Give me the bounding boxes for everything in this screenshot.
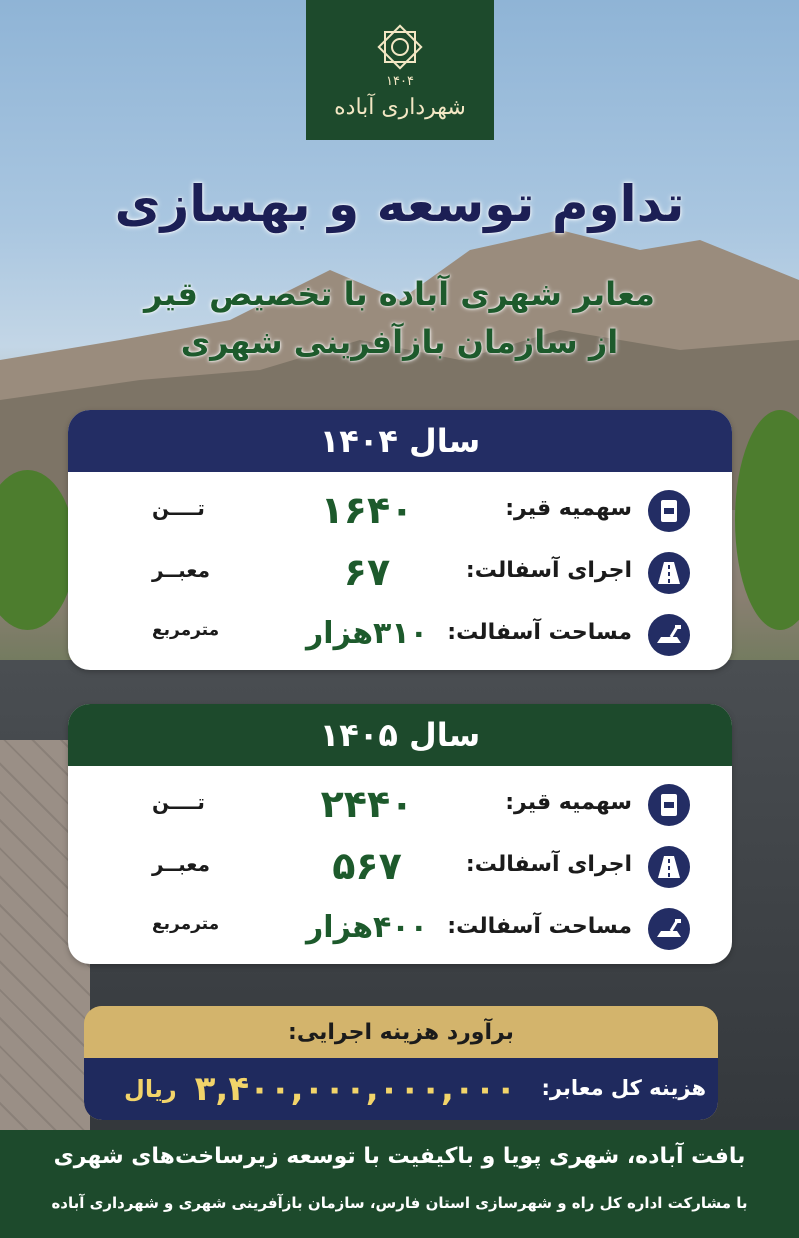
road-icon (648, 552, 690, 594)
stat-row-asphalt (68, 836, 732, 898)
stat-label: اجرای آسفالت: (465, 852, 632, 877)
road-icon (648, 846, 690, 888)
stat-label: مساحت آسفالت: (447, 620, 632, 645)
cost-amount (124, 1062, 516, 1116)
cost-label: هزینه کل معابر: (541, 1076, 706, 1100)
bitumen-barrel-icon (648, 784, 690, 826)
year-card-body (68, 766, 732, 964)
stat-value: ۶۷ (343, 550, 391, 594)
paving-roller-icon (648, 614, 690, 656)
stat-row-bitumen (68, 480, 732, 542)
year-card-body (68, 472, 732, 670)
cost-value: ۳,۴۰۰,۰۰۰,۰۰۰,۰۰۰ (194, 1069, 517, 1109)
cost-unit: ریال (124, 1075, 177, 1103)
stat-label: مساحت آسفالت: (447, 914, 632, 939)
stat-unit: مترمربع (152, 914, 220, 934)
footer-slogan: بافت آباده، شهری پویا و باکیفیت با توسعه زیرساخت‌های شهری (53, 1144, 746, 1169)
paving-roller-icon (648, 908, 690, 950)
stat-unit: معبــر (152, 558, 210, 582)
logo-text: شهرداری آباده (334, 95, 466, 120)
sub-headline-line-1: معابر شهری آباده با تخصیص قیر (144, 275, 655, 313)
logo-emblem-icon (373, 20, 427, 74)
municipality-logo (306, 0, 494, 140)
stat-unit: مترمربع (152, 620, 220, 640)
stat-unit: تــــن (152, 496, 205, 520)
stat-row-asphalt (68, 542, 732, 604)
year-card-1404 (68, 410, 732, 670)
sub-headline (0, 270, 799, 366)
cost-total-row (84, 1058, 718, 1120)
stat-value: ۳۱۰هزار (306, 616, 428, 651)
stat-label: سهمیه قیر: (505, 790, 632, 815)
year-card-1405 (68, 704, 732, 964)
sub-headline-line-2: از سازمان بازآفرینی شهری (180, 323, 619, 361)
year-card-title: سال ۱۴۰۴ (68, 410, 732, 472)
footer (0, 1130, 799, 1238)
cost-estimate-box (84, 1006, 718, 1120)
stat-value: ۵۶۷ (332, 844, 402, 888)
footer-partners: با مشارکت اداره کل راه و شهرسازی استان فارس، سازمان بازآفرینی شهری و شهرداری آباده (51, 1194, 748, 1212)
stat-value: ۲۴۴۰ (320, 782, 414, 826)
stat-unit: معبــر (152, 852, 210, 876)
stat-row-area (68, 604, 732, 666)
stat-unit: تــــن (152, 790, 205, 814)
stat-value: ۴۰۰هزار (306, 910, 428, 945)
bitumen-barrel-icon (648, 490, 690, 532)
cost-heading: برآورد هزینه اجرایی: (84, 1006, 718, 1058)
stat-row-bitumen (68, 774, 732, 836)
stat-label: اجرای آسفالت: (465, 558, 632, 583)
stat-value: ۱۶۴۰ (320, 488, 414, 532)
main-headline: تداوم توسعه و بهسازی (114, 175, 685, 233)
stat-label: سهمیه قیر: (505, 496, 632, 521)
year-card-title: سال ۱۴۰۵ (68, 704, 732, 766)
logo-year: ۱۴۰۴ (386, 74, 414, 89)
stat-row-area (68, 898, 732, 960)
